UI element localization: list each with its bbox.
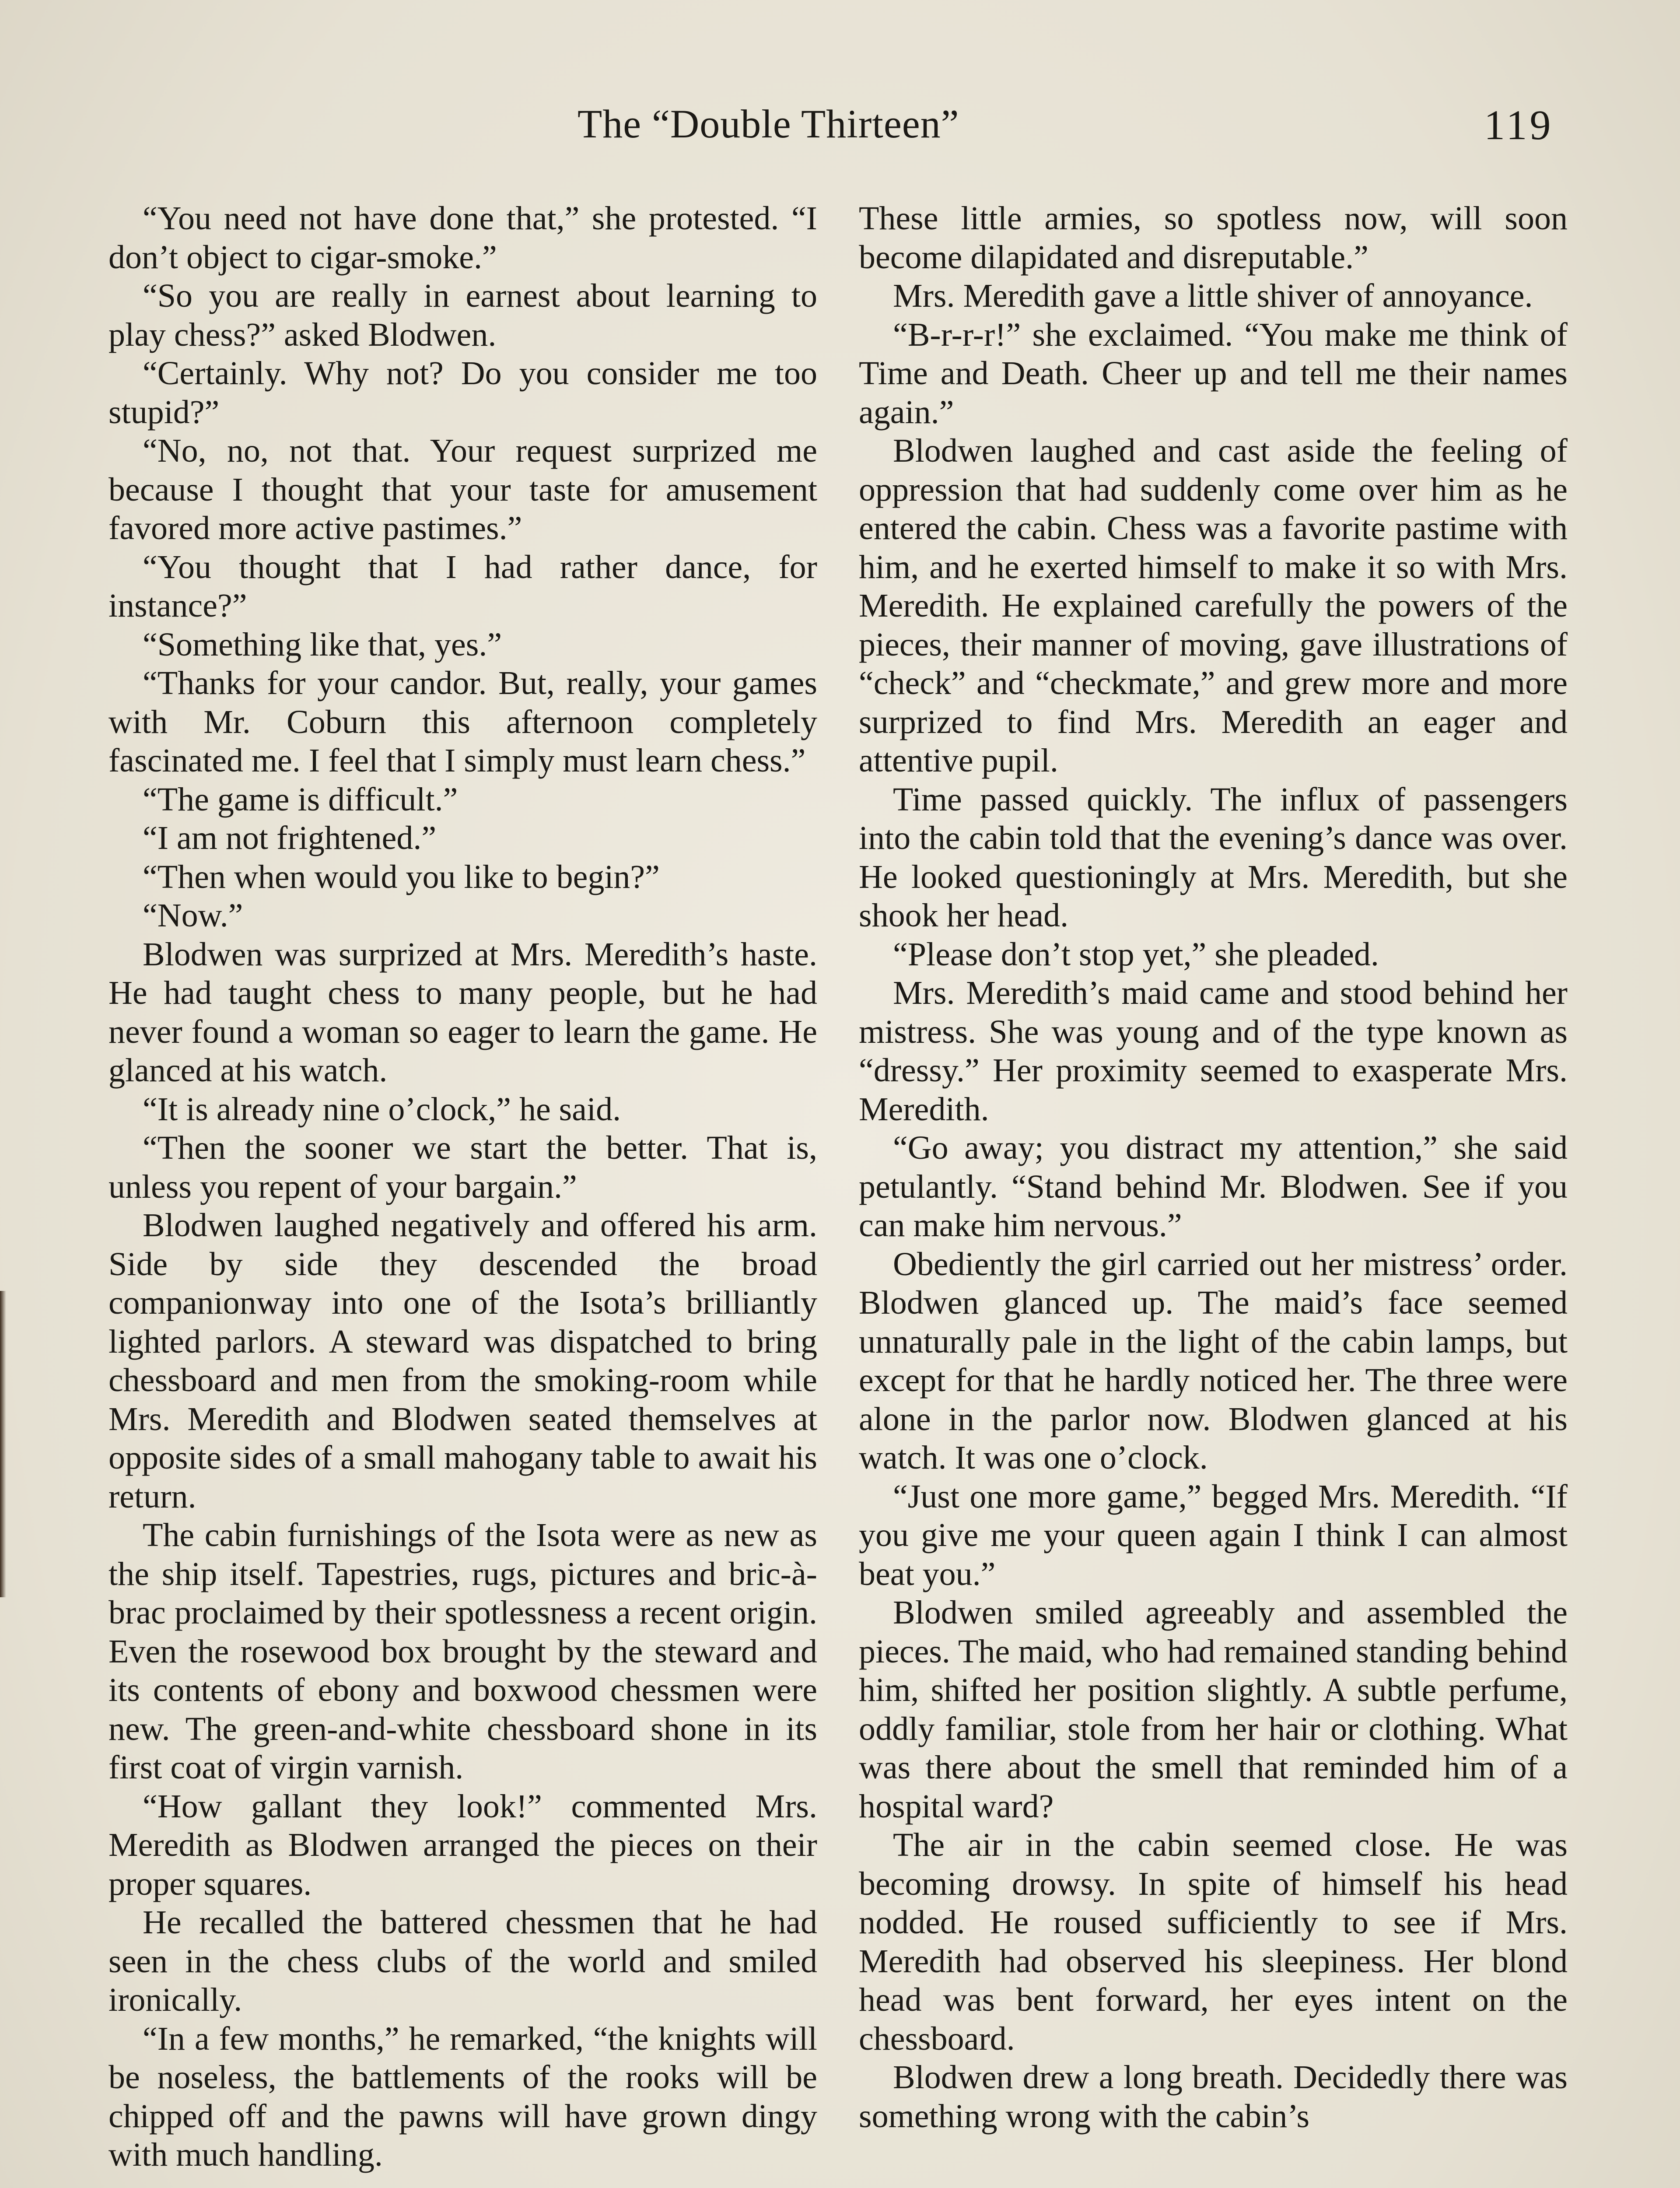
paragraph: “In a few months,” he remarked, “the knights will be noseless, the battlements of the rooks will be chipped off and the pawns will have grown dingy with much handling. — [108, 2020, 817, 2173]
paragraph: “Then the sooner we start the better. That is, unless you repent of your bargain.” — [108, 1129, 817, 1205]
paragraph: “So you are really in earnest about learning to play chess?” asked Blodwen. — [108, 277, 817, 353]
paragraph: “You need not have done that,” she protested. “I don’t object to cigar-smoke.” — [108, 200, 817, 276]
paragraph: Obediently the girl carried out her mistress’ order. Blodwen glanced up. The maid’s face seemed unnaturally pale in the light of the cabin lamps, but except for that he hardly noticed her. The three were alone in the parlor now. Blodwen glanced at his watch. It was one o’clock. — [859, 1245, 1568, 1476]
paragraph: “Certainly. Why not? Do you consider me too stupid?” — [108, 355, 817, 431]
paragraph: Blodwen smiled agreeably and assembled the pieces. The maid, who had remained standing behind him, shifted her position slightly. A subtle perfume, oddly familiar, stole from her hair or clothing. What was there about the smell that reminded him of a hospital ward? — [859, 1594, 1568, 1825]
paragraph: Blodwen drew a long breath. Decidedly there was something wrong with the cabin’s — [859, 2059, 1568, 2135]
paragraph: “Please don’t stop yet,” she pleaded. — [893, 936, 1379, 973]
paragraph: Mrs. Meredith’s maid came and stood behind her mistress. She was young and of the type known as “dressy.” Her proximity seemed to exasperate Mrs. Meredith. — [859, 975, 1568, 1128]
paragraph: “It is already nine o’clock,” he said. — [143, 1090, 621, 1128]
paragraph: “Go away; you distract my attention,” she said petulantly. “Stand behind Mr. Blodwen. See if you can make him nervous.” — [859, 1129, 1568, 1244]
paragraph: The air in the cabin seemed close. He was becoming drowsy. In spite of himself his head nodded. He roused sufficiently to see if Mrs. Meredith had observed his sleepiness. Her blond head was bent forward, her eyes intent on the chessboard. — [859, 1827, 1568, 2057]
paragraph: “Just one more game,” begged Mrs. Meredith. “If you give me your queen again I think I can almost beat you.” — [859, 1478, 1568, 1592]
right-column — [859, 199, 1568, 2188]
running-title: The “Double Thirteen” — [578, 102, 959, 146]
paragraph-continued: These little armies, so spotless now, will soon become dilapidated and disreputable.” — [859, 200, 1568, 276]
paragraph: “The game is difficult.” — [143, 781, 458, 818]
paragraph: “No, no, not that. Your request surprized me because I thought that your taste for amusement favored more active pastimes.” — [108, 432, 817, 547]
paragraph: “How gallant they look!” commented Mrs. Meredith as Blodwen arranged the pieces on their proper squares. — [108, 1788, 817, 1902]
paragraph: Time passed quickly. The influx of passengers into the cabin told that the evening’s dance was over. He looked questioningly at Mrs. Meredith, but she shook her head. — [859, 781, 1568, 934]
paragraph: “Something like that, yes.” — [143, 626, 502, 663]
binding-shadow — [0, 1291, 6, 1597]
running-header — [0, 101, 1680, 166]
paragraph: Blodwen laughed negatively and offered his arm. Side by side they descended the broad companionway into one of the Isota’s brilliantly lighted parlors. A steward was dispatched to bring chessboard and men from the smoking-room while Mrs. Meredith and Blodwen seated themselves at opposite sides of a small mahogany table to await his return. — [108, 1207, 817, 1515]
page-number: 119 — [1484, 102, 1554, 148]
paragraph: Blodwen was surprized at Mrs. Meredith’s haste. He had taught chess to many people, but he had never found a woman so eager to learn the game. He glanced at his watch. — [108, 936, 817, 1089]
paragraph: Blodwen laughed and cast aside the feeling of oppression that had suddenly come over him as he entered the cabin. Chess was a favorite pastime with him, and he exerted himself to make it so with Mrs. Meredith. He explained carefully the powers of the pieces, their manner of moving, gave illustrations of “check” and “checkmate,” and grew more and more surprized to find Mrs. Meredith an eager and attentive pupil. — [859, 432, 1568, 779]
paragraph: “You thought that I had rather dance, for instance?” — [108, 548, 817, 624]
paragraph: “Then when would you like to begin?” — [143, 858, 660, 895]
paragraph: The cabin furnishings of the Isota were as new as the ship itself. Tapestries, rugs, pictures and bric-à-brac proclaimed by their spotlessness a recent origin. Even the rosewood box brought by the steward and its contents of ebony and boxwood chessmen were new. The green-and-white chessboard shone in its first coat of virgin varnish. — [108, 1517, 817, 1786]
paragraph: He recalled the battered chessmen that he had seen in the chess clubs of the world and smiled ironically. — [108, 1904, 817, 2018]
paragraph: Mrs. Meredith gave a little shiver of annoyance. — [893, 277, 1533, 314]
paragraph: “Now.” — [143, 897, 243, 934]
paragraph: “B-r-r-r!” she exclaimed. “You make me think of Time and Death. Cheer up and tell me their names again.” — [859, 316, 1568, 431]
paragraph: “I am not frightened.” — [143, 820, 437, 856]
paragraph: “Thanks for your candor. But, really, your games with Mr. Coburn this afternoon completely fascinated me. I feel that I simply must learn chess.” — [108, 665, 817, 779]
left-column — [108, 199, 817, 2188]
